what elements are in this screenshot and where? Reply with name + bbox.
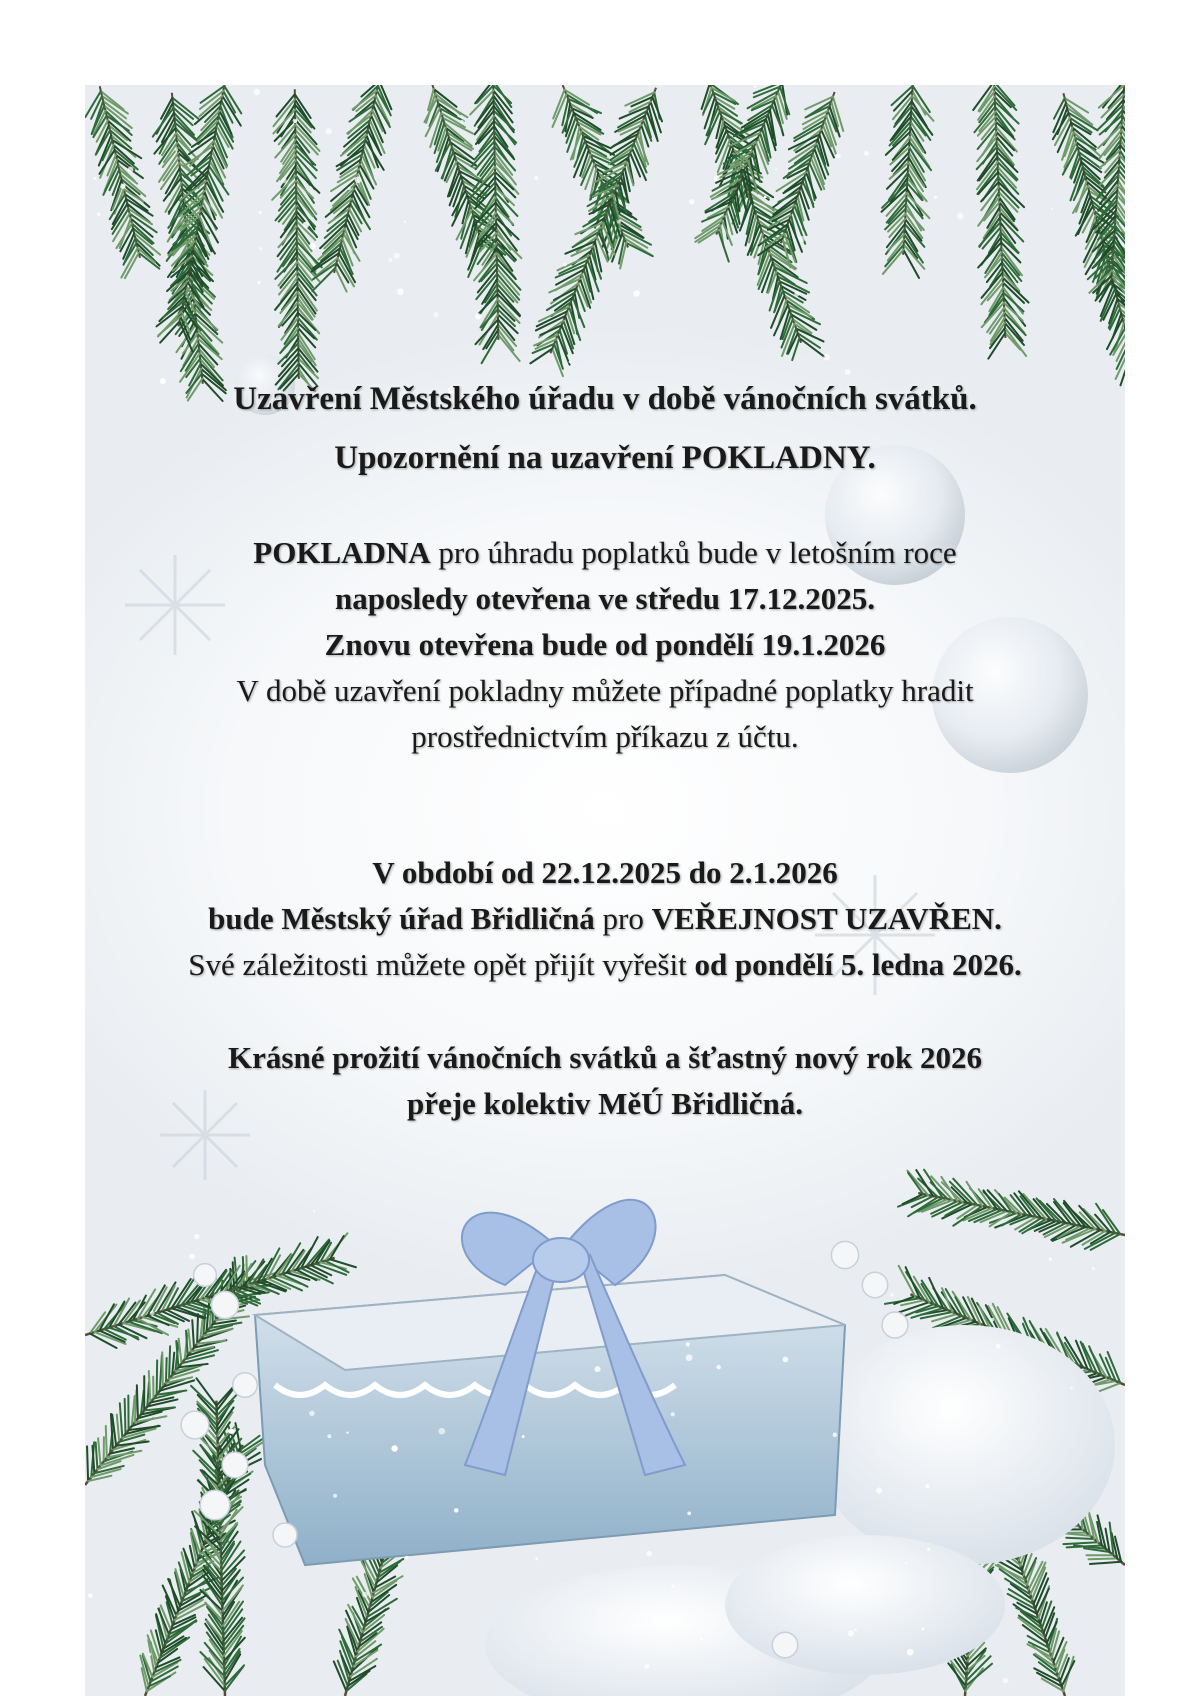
cashier-line-1-text: pro úhradu poplatků bude v letošním roce	[430, 535, 957, 570]
greeting-signature: přeje kolektiv MěÚ Břidličná.	[406, 1086, 804, 1121]
office-closure-mid: pro	[594, 901, 652, 936]
office-reopen-date: od pondělí 5. ledna 2026.	[694, 947, 1022, 982]
office-notice	[85, 850, 1125, 988]
cashier-label: POKLADNA	[253, 535, 431, 570]
office-reopen-line	[85, 942, 1125, 988]
cashier-payment-note: V době uzavření pokladny můžete případné poplatky hradit	[236, 673, 974, 708]
christmas-poster	[85, 85, 1125, 1696]
heading-office-closure: Uzavření Městského úřadu v době vánočních svátků.	[233, 381, 977, 417]
gift-box	[255, 1275, 845, 1565]
greeting-line-1: Krásné prožití vánočních svátků a šťastný nový rok 2026	[228, 1040, 982, 1075]
cashier-payment-note-2: prostřednictvím příkazu z účtu.	[411, 719, 799, 754]
office-name: bude Městský úřad Břidličná	[208, 901, 595, 936]
top-pine-garland	[85, 85, 1125, 401]
cashier-line-1	[85, 530, 1125, 576]
heading-block	[85, 381, 1125, 477]
office-closure-period: V období od 22.12.2025 do 2.1.2026	[372, 855, 838, 890]
office-closure-line	[85, 896, 1125, 942]
heading-cashier-closure: Upozornění na uzavření POKLADNY.	[334, 440, 876, 476]
greeting	[85, 1035, 1125, 1127]
cashier-notice	[85, 530, 1125, 760]
cashier-last-open: naposledy otevřena ve středu 17.12.2025.	[335, 581, 875, 616]
office-closed-label: VEŘEJNOST UZAVŘEN.	[651, 901, 1002, 936]
cashier-reopen: Znovu otevřena bude od pondělí 19.1.2026	[324, 627, 886, 662]
office-reopen-text: Své záležitosti můžete opět přijít vyřešit	[188, 947, 695, 982]
